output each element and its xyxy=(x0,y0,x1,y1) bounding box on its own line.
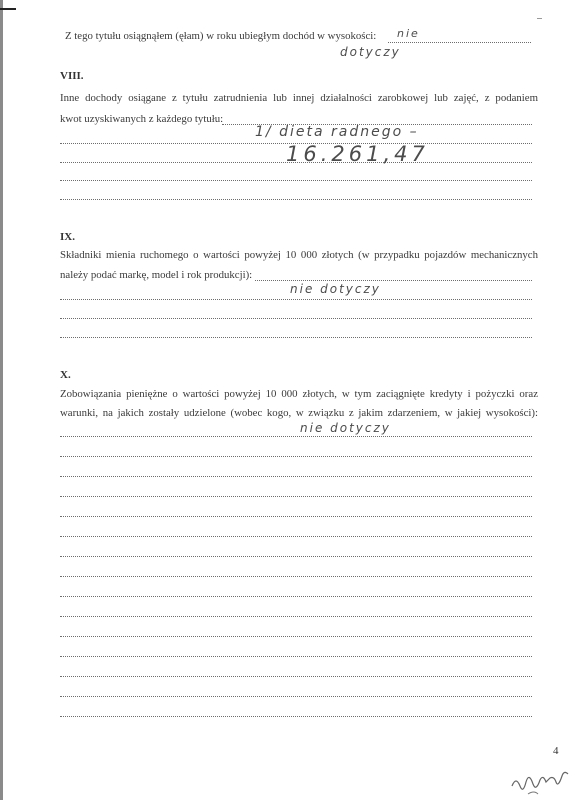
page-edge xyxy=(0,0,3,800)
answer-line xyxy=(60,696,532,697)
handwritten-amount: 16.261,47 xyxy=(286,142,429,166)
section-ix-text: Składniki mienia ruchomego o wartości powyżej 10 000 złotych (w przypadku pojazdów mechanicznych xyxy=(60,249,538,261)
answer-line xyxy=(60,456,532,457)
section-x-heading: X. xyxy=(60,369,71,381)
answer-line xyxy=(60,337,532,338)
section-viii-text: kwot uzyskiwanych z każdego tytułu: xyxy=(60,113,224,125)
section-viii-text: Inne dochody osiągane z tytułu zatrudnienia lub innej działalności zarobkowej lub zajęć, z podaniem xyxy=(60,92,538,104)
section-viii-heading: VIII. xyxy=(60,70,84,82)
answer-line xyxy=(255,280,532,281)
page-number: 4 xyxy=(553,745,559,757)
answer-line xyxy=(60,436,532,437)
answer-line xyxy=(60,318,532,319)
section-x-text: Zobowiązania pieniężne o wartości powyżej 10 000 złotych, w tym zaciągnięte kredyty i pożyczki oraz xyxy=(60,388,538,400)
answer-line xyxy=(60,496,532,497)
answer-line xyxy=(60,596,532,597)
income-statement-text: Z tego tytułu osiągnąłem (ęłam) w roku ubiegłym dochód w wysokości: xyxy=(65,30,377,42)
answer-line xyxy=(388,42,531,43)
answer-line xyxy=(60,180,532,181)
answer-line xyxy=(60,516,532,517)
handwritten-answer: nie dotyczy xyxy=(290,282,381,296)
answer-line xyxy=(60,616,532,617)
answer-line xyxy=(60,199,532,200)
answer-line xyxy=(60,676,532,677)
handwritten-answer: nie dotyczy xyxy=(300,421,391,435)
answer-line xyxy=(60,536,532,537)
answer-line xyxy=(60,299,532,300)
handwritten-answer: 1/ dieta radnego – xyxy=(255,124,419,140)
section-x-text: warunki, na jakich zostały udzielone (wobec kogo, w związku z jakim zdarzeniem, w jakiej wysokości): xyxy=(60,407,538,419)
answer-line xyxy=(60,636,532,637)
answer-line xyxy=(60,556,532,557)
corner-mark xyxy=(0,8,16,10)
answer-line xyxy=(60,576,532,577)
section-ix-heading: IX. xyxy=(60,231,75,243)
answer-line xyxy=(60,716,532,717)
answer-line xyxy=(60,476,532,477)
corner-mark xyxy=(537,18,542,19)
handwritten-answer: dotyczy xyxy=(340,45,401,59)
signature-mark xyxy=(508,764,578,798)
answer-line xyxy=(60,656,532,657)
handwritten-answer: nie xyxy=(397,27,420,40)
section-ix-text: należy podać markę, model i rok produkcji): xyxy=(60,269,253,281)
